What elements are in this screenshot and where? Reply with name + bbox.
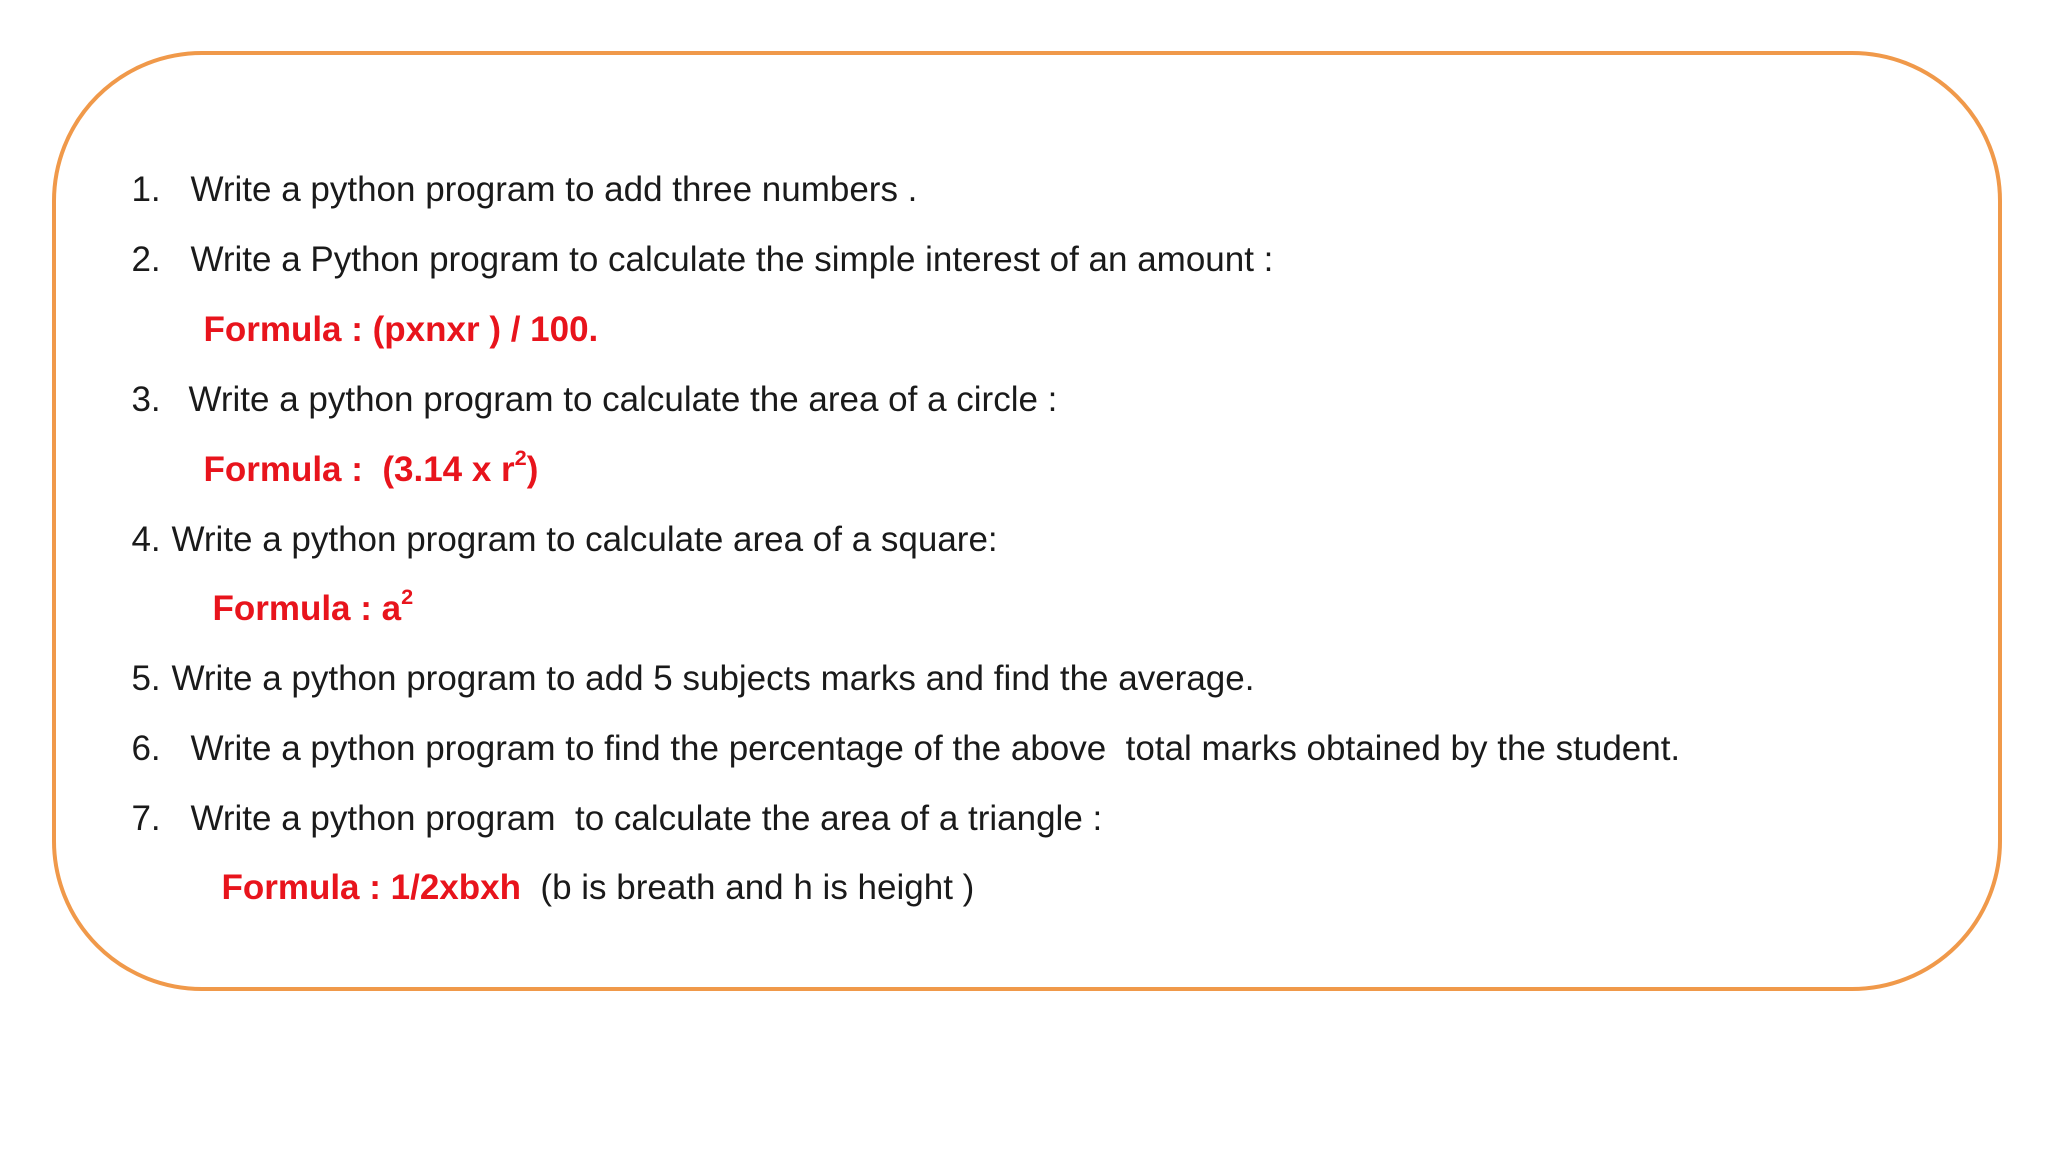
item-number: 6. (131, 729, 161, 768)
item-text: Write a python program to calculate the area of a circle : (188, 380, 1058, 419)
item-number: 7. (131, 799, 161, 838)
formula-text: Formula : 1/2xbxh (221, 868, 521, 907)
item-number: 5. (131, 659, 161, 698)
formula-text: Formula : (3.14 x r (203, 450, 515, 489)
formula-superscript: 2 (401, 584, 414, 610)
formula-text: Formula : (pxnxr ) / 100. (203, 310, 599, 349)
item-text: Write a python program to find the percentage of the above total marks obtained by the student. (190, 729, 1681, 768)
formula-superscript: 2 (514, 445, 527, 471)
formula-text: Formula : a (212, 589, 402, 628)
formula-closing: ) (526, 450, 539, 489)
item-text: Write a python program to calculate area of a square: (171, 520, 998, 559)
formula-note: (b is breath and h is height ) (520, 868, 975, 907)
item-text: Write a Python program to calculate the simple interest of an amount : (190, 240, 1274, 279)
formula-triangle-area (202, 822, 974, 910)
item-number: 2. (131, 240, 161, 279)
item-number: 1. (131, 170, 161, 209)
item-text: Write a python program to add three numbers . (190, 170, 918, 209)
item-text: Write a python program to calculate the area of a triangle : (190, 799, 1103, 838)
item-number: 4. (131, 520, 161, 559)
item-text: Write a python program to add 5 subjects marks and find the average. (171, 659, 1255, 698)
item-number: 3. (131, 380, 161, 419)
